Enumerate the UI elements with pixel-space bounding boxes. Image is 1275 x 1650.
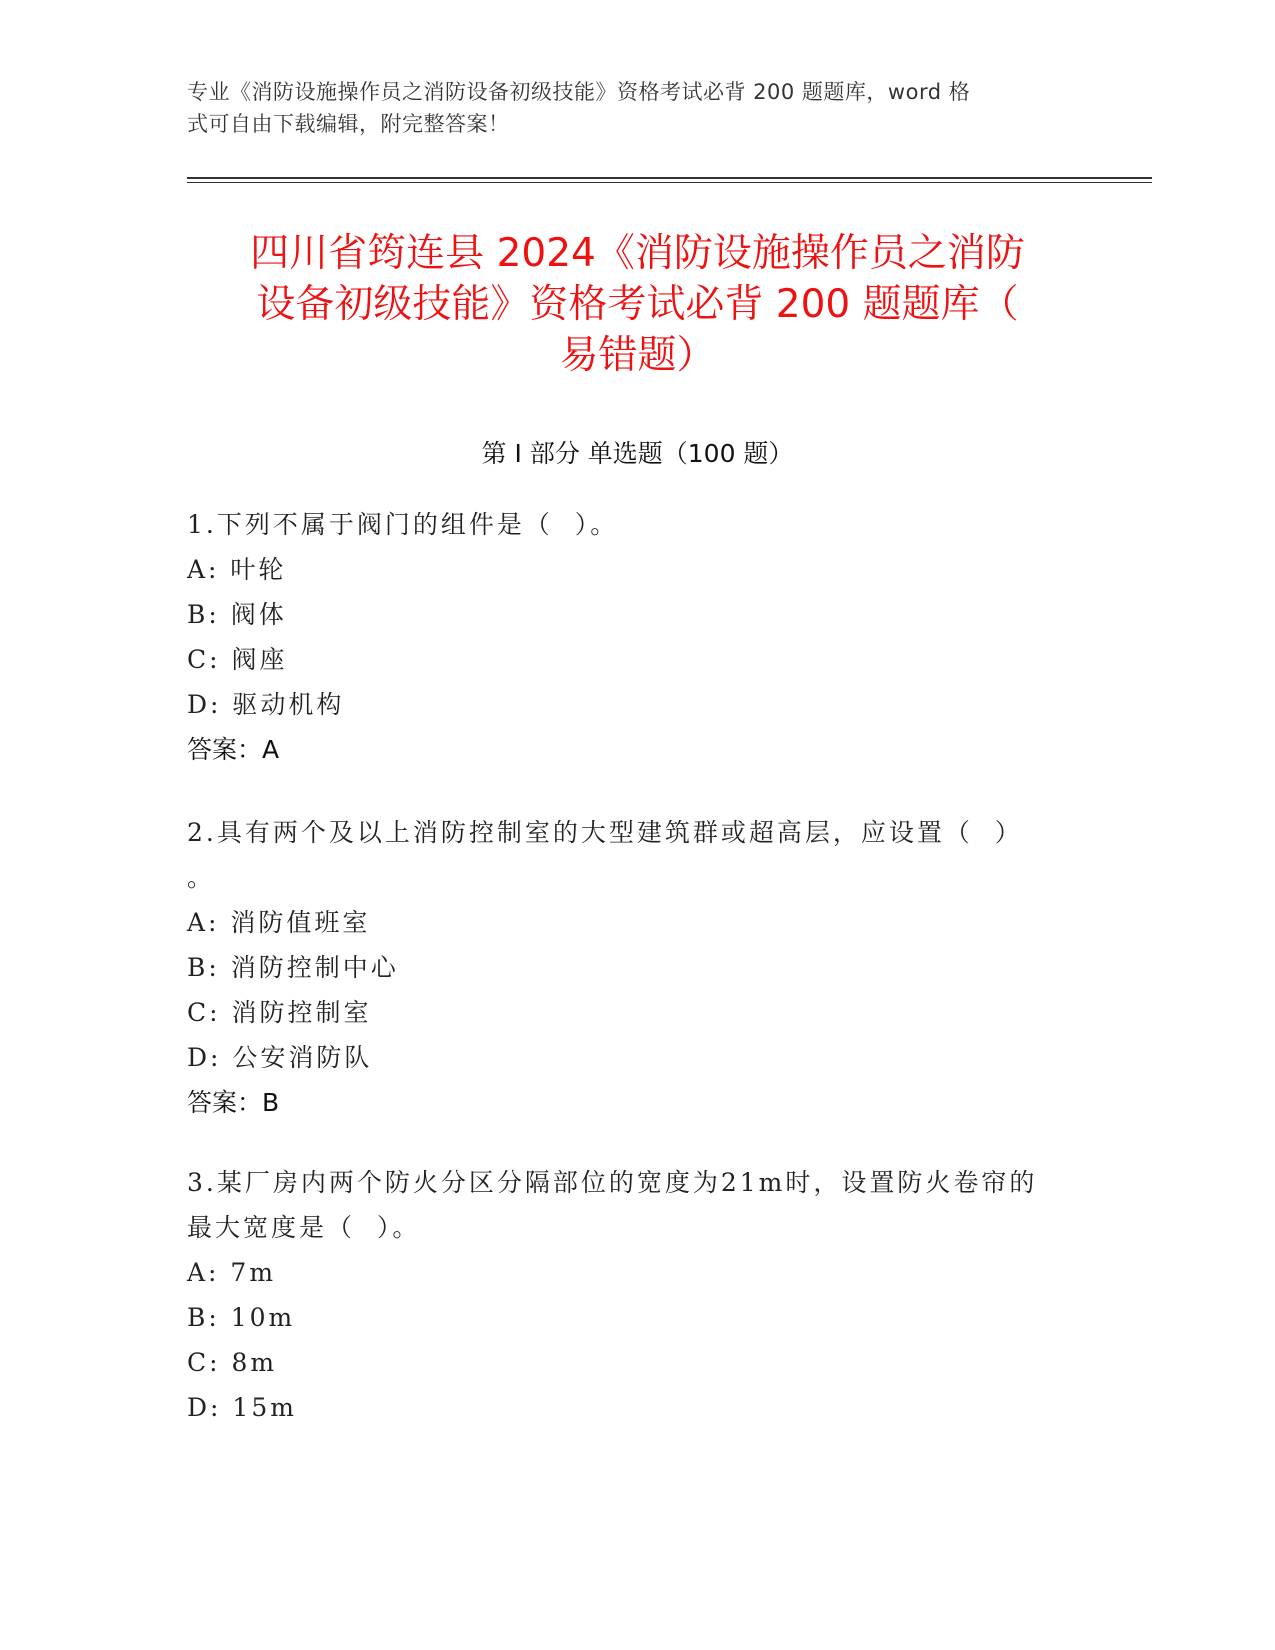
question-1 xyxy=(187,502,1067,772)
document-title-line-1: 四川省筠连县 2024《消防设施操作员之消防 xyxy=(250,231,1025,276)
option-b: B: 消防控制中心 xyxy=(187,953,399,982)
option-d: D: 15m xyxy=(187,1393,297,1422)
document-title-line-2: 设备初级技能》资格考试必背 200 题题库（ xyxy=(256,282,1019,327)
question-stem: 1.下列不属于阀门的组件是（ ）。 xyxy=(187,510,619,539)
section-title: 第 I 部分 单选题（100 题） xyxy=(481,439,794,468)
question-stem-line-2: 最大宽度是（ ）。 xyxy=(187,1213,421,1242)
answer: 答案：A xyxy=(187,735,280,764)
header-note xyxy=(187,76,1067,140)
option-c: C: 消防控制室 xyxy=(187,998,372,1027)
question-3 xyxy=(187,1160,1067,1430)
header-note-line-1: 专业《消防设施操作员之消防设备初级技能》资格考试必背 200 题题库，word 格 xyxy=(187,80,971,104)
answer: 答案：B xyxy=(187,1088,280,1117)
option-a: A: 叶轮 xyxy=(187,555,287,584)
question-stem-line-1: 3.某厂房内两个防火分区分隔部位的宽度为21m时，设置防火卷帘的 xyxy=(187,1168,1038,1197)
question-2 xyxy=(187,810,1067,1125)
header-note-line-2: 式可自由下载编辑，附完整答案！ xyxy=(187,112,510,136)
option-c: C: 8m xyxy=(187,1348,278,1377)
document-title-line-3: 易错题） xyxy=(559,333,716,378)
option-d: D: 公安消防队 xyxy=(187,1043,373,1072)
option-c: C: 阀座 xyxy=(187,645,288,674)
option-b: B: 阀体 xyxy=(187,600,287,629)
option-a: A: 消防值班室 xyxy=(187,908,371,937)
header-divider-thin xyxy=(187,182,1152,183)
document-title xyxy=(170,228,1105,381)
question-stem-line-1: 2.具有两个及以上消防控制室的大型建筑群或超高层，应设置（ ） xyxy=(187,818,1023,847)
option-b: B: 10m xyxy=(187,1303,296,1332)
question-stem-line-2: 。 xyxy=(187,863,216,892)
option-a: A: 7m xyxy=(187,1258,277,1287)
header-divider-thick xyxy=(187,177,1152,179)
option-d: D: 驱动机构 xyxy=(187,690,345,719)
